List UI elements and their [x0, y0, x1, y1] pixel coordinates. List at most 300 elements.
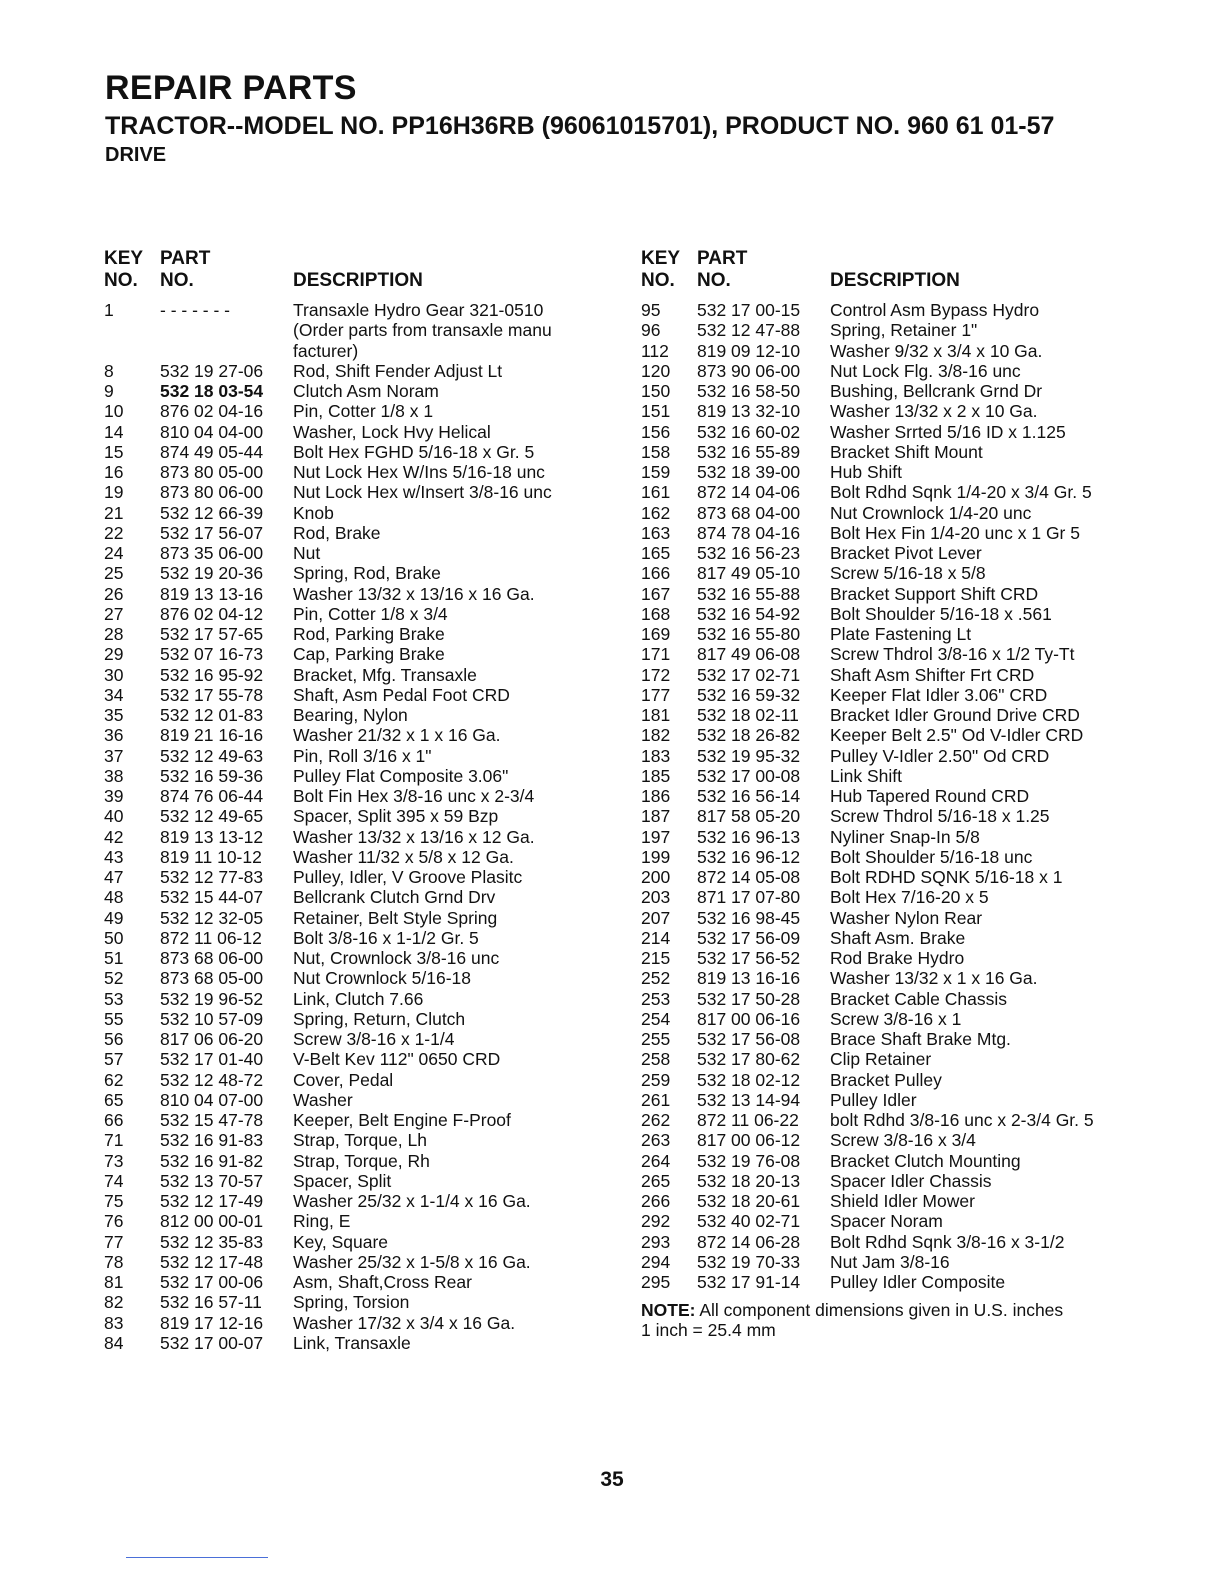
key-no: 168	[641, 603, 671, 624]
part-no: 873 68 06-00	[160, 948, 264, 968]
table-row	[104, 685, 624, 705]
part-no: 819 17 12-16	[160, 1312, 264, 1333]
table-row	[641, 705, 1161, 725]
description: Hub Shift	[830, 462, 902, 482]
table-header	[641, 248, 1161, 300]
part-no: 532 12 32-05	[160, 907, 264, 928]
part-no: 532 13 70-57	[160, 1170, 264, 1191]
description: Cover, Pedal	[293, 1069, 394, 1090]
key-no: 112	[641, 340, 669, 361]
part-no: 532 15 44-07	[160, 887, 264, 908]
description: Clip Retainer	[830, 1049, 932, 1070]
key-no: 47	[104, 867, 124, 887]
part-no: 872 11 06-22	[697, 1110, 799, 1130]
part-no: 532 16 59-32	[697, 684, 801, 705]
part-no: 532 17 50-28	[697, 988, 801, 1009]
key-no: 169	[641, 624, 671, 644]
part-no: 532 17 00-07	[160, 1332, 264, 1353]
key-header-line2: NO.	[104, 270, 138, 291]
part-no: 532 15 47-78	[160, 1110, 264, 1130]
table-row	[104, 948, 624, 968]
table-row	[104, 1090, 624, 1110]
table-row	[104, 1272, 624, 1292]
description: Screw 3/8-16 x 1-1/4	[293, 1029, 455, 1049]
table-row	[104, 705, 624, 725]
key-no: 27	[104, 603, 124, 624]
part-no: 873 68 05-00	[160, 968, 264, 989]
table-row	[641, 1110, 1161, 1130]
part-no: 819 11 10-12	[160, 846, 262, 867]
key-no: 52	[104, 968, 124, 989]
key-no: 24	[104, 543, 124, 563]
table-row	[104, 1292, 624, 1312]
description: Nut Crownlock 1/4-20 unc	[830, 502, 1032, 523]
key-header-line1: KEY	[104, 248, 144, 269]
description: Shaft, Asm Pedal Foot CRD	[293, 684, 510, 705]
table-row	[641, 1009, 1161, 1029]
key-no: 200	[641, 867, 671, 887]
part-no: 812 00 00-01	[160, 1211, 264, 1232]
part-no: - - - - - - -	[160, 300, 230, 320]
part-no: 532 16 55-89	[697, 441, 801, 462]
key-no: 264	[641, 1150, 671, 1171]
part-no: 532 17 91-14	[697, 1272, 801, 1292]
table-row	[641, 624, 1161, 644]
part-no: 532 17 56-08	[697, 1029, 801, 1049]
table-row	[641, 887, 1161, 907]
description: Spring, Return, Clutch	[293, 1008, 466, 1029]
part-no: 532 10 57-09	[160, 1008, 264, 1029]
part-no: 532 17 57-65	[160, 624, 264, 644]
part-no: 532 16 98-45	[697, 907, 801, 928]
description: Knob	[293, 502, 334, 523]
part-no: 532 16 54-92	[697, 603, 801, 624]
key-no: 162	[641, 502, 671, 523]
part-no: 532 19 70-33	[697, 1251, 801, 1272]
key-no: 43	[104, 846, 124, 867]
key-no: 81	[104, 1272, 124, 1292]
table-row	[641, 665, 1161, 685]
part-no: 532 12 01-83	[160, 705, 264, 725]
part-no: 873 80 06-00	[160, 482, 264, 503]
table-row	[641, 442, 1161, 462]
table-row	[104, 847, 624, 867]
key-no: 51	[104, 948, 124, 968]
key-no: 82	[104, 1292, 124, 1313]
table-row	[104, 908, 624, 928]
description: Shield Idler Mower	[830, 1191, 975, 1211]
table-row	[641, 604, 1161, 624]
key-no: 84	[104, 1332, 124, 1353]
part-no: 532 12 35-83	[160, 1231, 264, 1252]
page-title: REPAIR PARTS	[105, 69, 357, 107]
note-label: NOTE:	[641, 1300, 696, 1321]
table-row	[641, 584, 1161, 604]
key-no: 14	[104, 421, 124, 442]
description: Shaft Asm Shifter Frt CRD	[830, 664, 1035, 685]
key-no: 66	[104, 1110, 124, 1130]
description: Bolt Rdhd Sqnk 1/4-20 x 3/4 Gr. 5	[830, 482, 1092, 503]
description: Bolt Hex FGHD 5/16-18 x Gr. 5	[293, 441, 535, 462]
table-row	[641, 401, 1161, 421]
key-no: 293	[641, 1231, 671, 1252]
key-no: 183	[641, 745, 671, 766]
table-row	[104, 766, 624, 786]
part-no: 532 12 49-65	[160, 806, 264, 827]
table-row	[641, 1070, 1161, 1090]
key-no: 96	[641, 320, 661, 341]
description: Pulley, Idler, V Groove Plasitc	[293, 867, 523, 887]
key-no: 8	[104, 360, 114, 381]
part-no: 532 12 17-49	[160, 1191, 264, 1211]
table-row	[641, 503, 1161, 523]
key-no: 19	[104, 482, 124, 503]
key-no: 29	[104, 644, 124, 665]
description: Bracket Shift Mount	[830, 441, 983, 462]
part-no: 532 12 49-63	[160, 745, 264, 766]
table-row	[641, 928, 1161, 948]
description: Pulley Idler Composite	[830, 1272, 1006, 1292]
part-no: 532 12 77-83	[160, 867, 264, 887]
part-no: 532 40 02-71	[697, 1211, 801, 1232]
description: Strap, Torque, Lh	[293, 1130, 427, 1151]
description: Keeper, Belt Engine F-Proof	[293, 1110, 511, 1130]
table-row	[104, 1130, 624, 1150]
description: Washer 13/32 x 13/16 x 12 Ga.	[293, 826, 535, 847]
part-no: 532 18 03-54	[160, 381, 264, 401]
key-no: 37	[104, 745, 124, 766]
part-no: 532 18 02-11	[697, 705, 799, 725]
table-row	[104, 887, 624, 907]
description: Bracket Cable Chassis	[830, 988, 1008, 1009]
description: Washer Nylon Rear	[830, 907, 983, 928]
description: Nut Jam 3/8-16	[830, 1251, 950, 1272]
table-row	[641, 563, 1161, 583]
description: Bracket, Mfg. Transaxle	[293, 664, 477, 685]
key-no: 57	[104, 1049, 124, 1070]
table-row	[104, 1252, 624, 1272]
key-no: 294	[641, 1251, 671, 1272]
table-row	[104, 1110, 624, 1130]
description: Washer, Lock Hvy Helical	[293, 421, 491, 442]
description: Cap, Parking Brake	[293, 644, 445, 665]
table-row	[104, 523, 624, 543]
part-no: 532 17 56-07	[160, 522, 264, 543]
part-no: 532 19 20-36	[160, 563, 264, 584]
table-row	[641, 908, 1161, 928]
table-row	[104, 786, 624, 806]
part-no: 874 49 05-44	[160, 441, 264, 462]
description: Clutch Asm Noram	[293, 381, 439, 401]
key-no: 163	[641, 522, 671, 543]
key-no: 262	[641, 1110, 671, 1130]
description: Transaxle Hydro Gear 321-0510 (Order parts from transaxle manu facturer)	[293, 300, 552, 361]
table-row	[104, 482, 624, 502]
part-no: 532 17 00-06	[160, 1272, 264, 1292]
part-no: 532 16 91-82	[160, 1150, 264, 1171]
part-no: 532 17 01-40	[160, 1049, 264, 1070]
part-no: 876 02 04-12	[160, 603, 264, 624]
part-no: 817 58 05-20	[697, 806, 801, 827]
description: Nut	[293, 543, 321, 563]
part-no: 532 16 91-83	[160, 1130, 264, 1151]
key-no: 36	[104, 725, 124, 746]
description: Nut Lock Hex W/Ins 5/16-18 unc	[293, 462, 545, 482]
part-no: 876 02 04-16	[160, 401, 264, 422]
table-row	[641, 1171, 1161, 1191]
key-no: 261	[641, 1089, 671, 1110]
key-no: 28	[104, 624, 124, 644]
key-no: 74	[104, 1170, 124, 1191]
description: Bellcrank Clutch Grnd Drv	[293, 887, 496, 908]
description: Bracket Pulley	[830, 1069, 942, 1090]
description: Rod, Brake	[293, 522, 381, 543]
description: Screw 5/16-18 x 5/8	[830, 563, 986, 584]
table-row	[641, 1191, 1161, 1211]
description: Spring, Torsion	[293, 1292, 410, 1313]
key-no: 26	[104, 583, 124, 604]
key-no: 295	[641, 1272, 671, 1292]
part-no: 873 35 06-00	[160, 543, 264, 563]
table-row	[104, 604, 624, 624]
part-no: 872 14 04-06	[697, 482, 801, 503]
part-no: 532 18 39-00	[697, 462, 801, 482]
note	[641, 1300, 1161, 1340]
key-no: 15	[104, 441, 124, 462]
key-no: 185	[641, 765, 671, 786]
table-row	[104, 401, 624, 421]
part-no: 532 12 66-39	[160, 502, 264, 523]
part-no: 872 14 06-28	[697, 1231, 801, 1252]
part-no: 532 17 00-15	[697, 300, 801, 320]
key-no: 40	[104, 806, 124, 827]
key-no: 252	[641, 968, 671, 989]
key-no: 172	[641, 664, 671, 685]
key-no: 215	[641, 948, 671, 968]
table-row	[104, 381, 624, 401]
key-no: 182	[641, 725, 671, 746]
table-row	[104, 989, 624, 1009]
model-subtitle: TRACTOR--MODEL NO. PP16H36RB (96061015701), PRODUCT NO. 960 61 01-57	[105, 112, 1055, 140]
table-row	[104, 442, 624, 462]
table-row	[104, 1009, 624, 1029]
part-no: 532 18 20-61	[697, 1191, 801, 1211]
key-no: 120	[641, 360, 671, 381]
part-no: 819 13 16-16	[697, 968, 801, 989]
part-no: 532 16 95-92	[160, 664, 264, 685]
part-no: 871 17 07-80	[697, 887, 801, 908]
key-no: 30	[104, 664, 124, 685]
description: Spring, Retainer 1"	[830, 320, 978, 341]
description: Nut, Crownlock 3/8-16 unc	[293, 948, 500, 968]
description: Control Asm Bypass Hydro	[830, 300, 1040, 320]
part-no: 532 12 17-48	[160, 1251, 264, 1272]
description: Asm, Shaft,Cross Rear	[293, 1272, 472, 1292]
table-row	[641, 482, 1161, 502]
key-no: 77	[104, 1231, 124, 1252]
table-row	[641, 1151, 1161, 1171]
key-no: 265	[641, 1170, 671, 1191]
description: Washer 25/32 x 1-1/4 x 16 Ga.	[293, 1191, 531, 1211]
part-no: 532 16 58-50	[697, 381, 801, 401]
part-no: 873 90 06-00	[697, 360, 801, 381]
key-no: 207	[641, 907, 671, 928]
key-no: 214	[641, 927, 671, 948]
table-row	[104, 1070, 624, 1090]
section-title: DRIVE	[105, 144, 167, 166]
key-no: 167	[641, 583, 671, 604]
table-row	[641, 300, 1161, 320]
key-no: 259	[641, 1069, 671, 1090]
part-no: 532 17 80-62	[697, 1049, 801, 1070]
description: Washer 13/32 x 2 x 10 Ga.	[830, 401, 1038, 422]
part-no: 532 19 27-06	[160, 360, 264, 381]
description: Washer 17/32 x 3/4 x 16 Ga.	[293, 1312, 516, 1333]
part-no: 819 21 16-16	[160, 725, 264, 746]
description: Ring, E	[293, 1211, 351, 1232]
description: Bearing, Nylon	[293, 705, 408, 725]
key-no: 258	[641, 1049, 671, 1070]
table-row	[104, 827, 624, 847]
part-no: 532 19 96-52	[160, 988, 264, 1009]
description: Screw 3/8-16 x 3/4	[830, 1130, 976, 1151]
table-row	[104, 462, 624, 482]
table-row	[104, 644, 624, 664]
key-no: 10	[104, 401, 124, 422]
description: bolt Rdhd 3/8-16 unc x 2-3/4 Gr. 5	[830, 1110, 1094, 1130]
table-row	[641, 543, 1161, 563]
description: Bolt Fin Hex 3/8-16 unc x 2-3/4	[293, 786, 535, 806]
description: Rod, Shift Fender Adjust Lt	[293, 360, 503, 381]
description: Nut Crownlock 5/16-18	[293, 968, 471, 989]
key-no: 263	[641, 1130, 671, 1151]
description: Pin, Roll 3/16 x 1"	[293, 745, 432, 766]
part-no: 532 17 02-71	[697, 664, 801, 685]
key-no: 62	[104, 1069, 124, 1090]
key-no: 150	[641, 381, 671, 401]
table-row	[104, 806, 624, 826]
table-row	[641, 989, 1161, 1009]
table-row	[641, 766, 1161, 786]
table-row	[641, 1029, 1161, 1049]
part-no: 532 16 96-13	[697, 826, 801, 847]
key-no: 197	[641, 826, 671, 847]
table-row	[641, 746, 1161, 766]
part-no: 532 12 48-72	[160, 1069, 264, 1090]
description: Bracket Clutch Mounting	[830, 1150, 1021, 1171]
description: V-Belt Kev 112" 0650 CRD	[293, 1049, 501, 1070]
key-no: 78	[104, 1251, 124, 1272]
key-no: 53	[104, 988, 124, 1009]
part-no: 532 16 96-12	[697, 846, 801, 867]
description: Washer Srrted 5/16 ID x 1.125	[830, 421, 1066, 442]
description: Pulley Idler	[830, 1089, 917, 1110]
part-no: 532 18 20-13	[697, 1170, 801, 1191]
description: Screw Thdrol 5/16-18 x 1.25	[830, 806, 1050, 827]
description: Pin, Cotter 1/8 x 3/4	[293, 603, 448, 624]
part-no: 532 17 55-78	[160, 684, 264, 705]
description: Bushing, Bellcrank Grnd Dr	[830, 381, 1043, 401]
part-no: 532 18 26-82	[697, 725, 801, 746]
key-no: 292	[641, 1211, 671, 1232]
key-no: 48	[104, 887, 124, 908]
key-no: 161	[641, 482, 671, 503]
table-row	[641, 1272, 1161, 1292]
table-row	[641, 1130, 1161, 1150]
key-no: 1	[104, 300, 114, 320]
description: Hub Tapered Round CRD	[830, 786, 1030, 806]
part-no: 817 00 06-12	[697, 1130, 801, 1151]
key-no: 203	[641, 887, 671, 908]
key-no: 165	[641, 543, 671, 563]
part-no: 532 16 55-88	[697, 583, 801, 604]
left-rows	[104, 361, 624, 1353]
part-no: 532 19 76-08	[697, 1150, 801, 1171]
note-text: All component dimensions given in U.S. inches	[699, 1300, 1064, 1321]
part-no: 532 12 47-88	[697, 320, 801, 341]
table-row	[104, 968, 624, 988]
key-no: 21	[104, 502, 124, 523]
key-no: 177	[641, 684, 671, 705]
description: Spacer Idler Chassis	[830, 1170, 992, 1191]
table-row	[104, 361, 624, 381]
description: Strap, Torque, Rh	[293, 1150, 430, 1171]
table-row	[641, 827, 1161, 847]
table-row	[641, 847, 1161, 867]
description: Bracket Support Shift CRD	[830, 583, 1039, 604]
part-no: 810 04 07-00	[160, 1089, 264, 1110]
description: Washer 13/32 x 13/16 x 16 Ga.	[293, 583, 535, 604]
part-no: 819 13 32-10	[697, 401, 801, 422]
note-conversion: 1 inch = 25.4 mm	[641, 1320, 776, 1341]
description: Washer 25/32 x 1-5/8 x 16 Ga.	[293, 1251, 531, 1272]
table-row	[641, 1049, 1161, 1069]
table-row	[641, 1211, 1161, 1231]
key-no: 151	[641, 401, 671, 422]
description: Bolt Shoulder 5/16-18 x .561	[830, 603, 1052, 624]
key-no: 73	[104, 1150, 124, 1171]
description: Bracket Pivot Lever	[830, 543, 982, 563]
part-no: 532 13 14-94	[697, 1089, 801, 1110]
description: Pulley Flat Composite 3.06"	[293, 765, 509, 786]
table-row	[104, 665, 624, 685]
part-no: 532 16 55-80	[697, 624, 801, 644]
description: Nyliner Snap-In 5/8	[830, 826, 980, 847]
description: Bolt RDHD SQNK 5/16-18 x 1	[830, 867, 1063, 887]
key-no: 254	[641, 1008, 671, 1029]
part-no: 817 00 06-16	[697, 1008, 801, 1029]
table-row	[641, 685, 1161, 705]
table-row	[641, 1232, 1161, 1252]
table-row	[104, 543, 624, 563]
part-no: 532 17 56-52	[697, 948, 801, 968]
part-header-line1: PART	[697, 248, 748, 269]
table-row	[104, 624, 624, 644]
table-row	[641, 422, 1161, 442]
description: Keeper Belt 2.5" Od V-Idler CRD	[830, 725, 1084, 746]
part-no: 873 68 04-00	[697, 502, 801, 523]
key-no: 181	[641, 705, 671, 725]
table-row	[104, 1171, 624, 1191]
key-no: 71	[104, 1130, 124, 1151]
part-no: 873 80 05-00	[160, 462, 264, 482]
key-no: 16	[104, 462, 124, 482]
key-no: 199	[641, 846, 671, 867]
key-no: 186	[641, 786, 671, 806]
description: Plate Fastening Lt	[830, 624, 972, 644]
key-no: 22	[104, 522, 124, 543]
table-row	[104, 584, 624, 604]
